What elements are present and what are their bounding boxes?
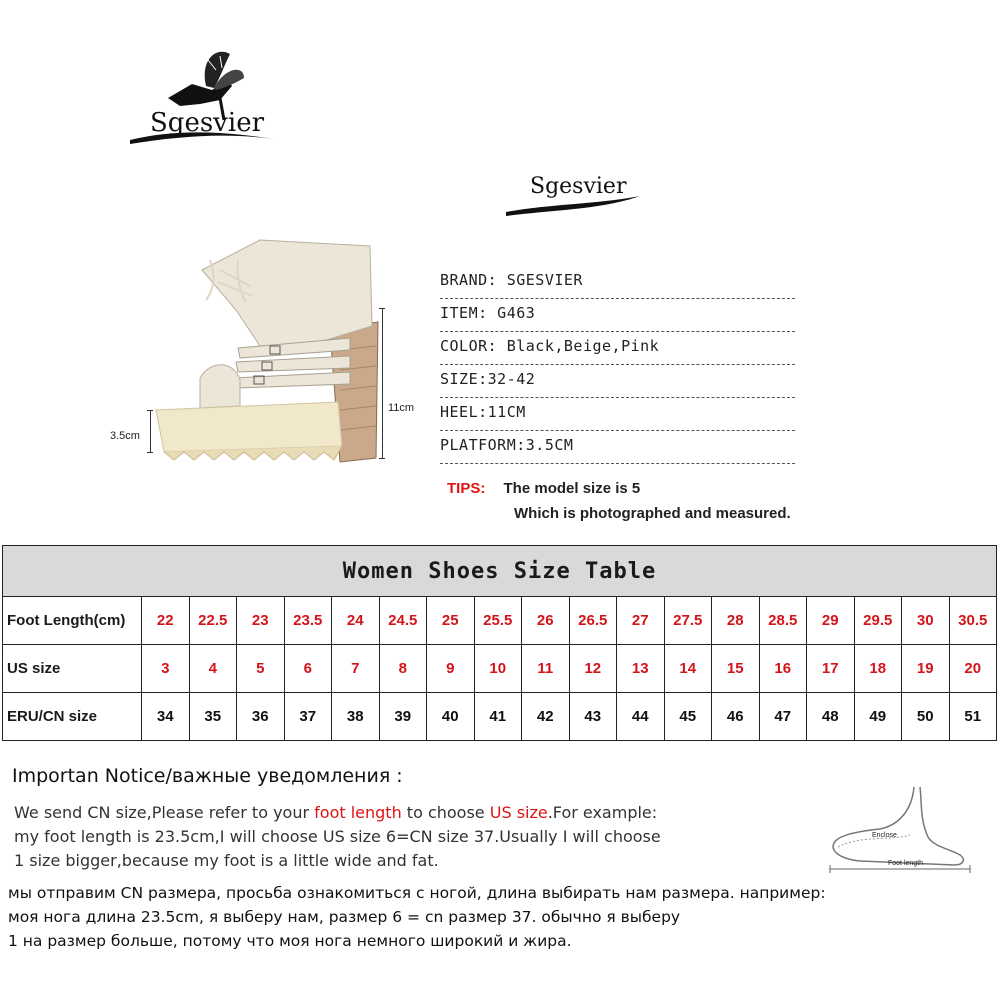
table-cell: 27 <box>617 597 665 645</box>
table-cell: 11 <box>522 645 570 693</box>
foot-length-label: Foot length <box>888 860 924 867</box>
notice-foot-length-highlight: foot length <box>314 803 402 822</box>
table-cell: 27.5 <box>664 597 712 645</box>
foot-outline-icon <box>820 785 990 880</box>
brand-logo-mid <box>500 170 650 230</box>
table-cell: 14 <box>664 645 712 693</box>
tips-text-1: The model size is 5 <box>503 480 641 497</box>
table-cell: 22.5 <box>189 597 237 645</box>
tips-line <box>447 480 640 497</box>
notice-ru-line-1: мы отправим CN размера, просьба ознакомиться с ногой, длина выбирать нам размера. например: <box>8 884 826 902</box>
table-cell: 3 <box>142 645 190 693</box>
table-cell: 25.5 <box>474 597 522 645</box>
table-cell: 30 <box>902 597 950 645</box>
foot-enclose-label: Enclose <box>872 832 897 839</box>
table-cell: 45 <box>664 693 712 741</box>
foot-measure-diagram <box>820 785 990 880</box>
notice-en-line-1-a: We send CN size,Please refer to your <box>14 803 315 822</box>
table-cell: 36 <box>237 693 285 741</box>
platform-dimension-label: 3.5cm <box>110 430 140 442</box>
table-cell: 48 <box>807 693 855 741</box>
product-specs <box>440 266 795 464</box>
table-cell: 34 <box>142 693 190 741</box>
notice-en-line-1 <box>14 803 657 822</box>
spec-item: ITEM: G463 <box>440 299 795 332</box>
platform-dimension-tick-top <box>147 410 153 411</box>
table-cell: 24 <box>332 597 380 645</box>
shoe-illustration <box>150 230 390 470</box>
table-cell: 12 <box>569 645 617 693</box>
size-table-title: Women Shoes Size Table <box>3 546 997 597</box>
table-cell: 47 <box>759 693 807 741</box>
table-cell: 17 <box>807 645 855 693</box>
notice-en-line-1-b: to choose <box>401 803 490 822</box>
brand-logo-top <box>120 40 290 160</box>
spec-heel: HEEL:11CM <box>440 398 795 431</box>
swoosh-icon <box>500 170 650 230</box>
spec-brand: BRAND: SGESVIER <box>440 266 795 299</box>
table-cell: 46 <box>712 693 760 741</box>
notice-en-line-2: my foot length is 23.5cm,I will choose US size 6=CN size 37.Usually I will choose <box>14 827 661 846</box>
table-cell: 13 <box>617 645 665 693</box>
table-row-header: US size <box>3 645 142 693</box>
table-cell: 49 <box>854 693 902 741</box>
table-row-eu-cn-size <box>3 693 997 741</box>
table-cell: 6 <box>284 645 332 693</box>
table-cell: 38 <box>332 693 380 741</box>
table-cell: 35 <box>189 693 237 741</box>
notice-title: Importan Notice/важные уведомления : <box>12 765 403 787</box>
heel-dimension-tick-bottom <box>379 458 385 459</box>
table-cell: 23 <box>237 597 285 645</box>
table-row-header: ERU/CN size <box>3 693 142 741</box>
table-cell: 41 <box>474 693 522 741</box>
table-row-us-size <box>3 645 997 693</box>
heel-dimension-label: 11cm <box>388 402 415 414</box>
spec-platform: PLATFORM:3.5CM <box>440 431 795 464</box>
table-cell: 28 <box>712 597 760 645</box>
shoe-product-image <box>110 230 415 470</box>
butterfly-shoe-icon <box>120 40 290 160</box>
table-cell: 7 <box>332 645 380 693</box>
table-cell: 9 <box>427 645 475 693</box>
table-cell: 5 <box>237 645 285 693</box>
table-cell: 4 <box>189 645 237 693</box>
tips-text-2: Which is photographed and measured. <box>514 505 791 522</box>
table-row-header: Foot Length(cm) <box>3 597 142 645</box>
table-cell: 28.5 <box>759 597 807 645</box>
table-cell: 51 <box>949 693 997 741</box>
table-cell: 23.5 <box>284 597 332 645</box>
table-cell: 25 <box>427 597 475 645</box>
table-cell: 10 <box>474 645 522 693</box>
table-cell: 40 <box>427 693 475 741</box>
platform-dimension-line <box>150 410 151 452</box>
brand-name-mid: Sgesvier <box>530 174 627 199</box>
table-cell: 50 <box>902 693 950 741</box>
table-cell: 29.5 <box>854 597 902 645</box>
table-cell: 20 <box>949 645 997 693</box>
table-cell: 43 <box>569 693 617 741</box>
notice-en-line-3: 1 size bigger,because my foot is a little wide and fat. <box>14 851 439 870</box>
notice-ru-line-3: 1 на размер больше, потому что моя нога немного широкий и жира. <box>8 932 572 950</box>
table-cell: 22 <box>142 597 190 645</box>
table-cell: 30.5 <box>949 597 997 645</box>
table-cell: 42 <box>522 693 570 741</box>
tips-label: TIPS: <box>447 480 486 497</box>
spec-color: COLOR: Black,Beige,Pink <box>440 332 795 365</box>
notice-us-size-highlight: US size <box>489 803 548 822</box>
table-cell: 19 <box>902 645 950 693</box>
notice-ru-line-2: моя нога длина 23.5cm, я выберу нам, размер 6 = cn размер 37. обычно я выберу <box>8 908 681 926</box>
table-cell: 15 <box>712 645 760 693</box>
table-cell: 8 <box>379 645 427 693</box>
table-cell: 18 <box>854 645 902 693</box>
table-cell: 26 <box>522 597 570 645</box>
table-cell: 29 <box>807 597 855 645</box>
table-cell: 16 <box>759 645 807 693</box>
platform-dimension-tick-bottom <box>147 452 153 453</box>
table-cell: 37 <box>284 693 332 741</box>
heel-dimension-tick-top <box>379 308 385 309</box>
table-cell: 39 <box>379 693 427 741</box>
table-cell: 44 <box>617 693 665 741</box>
table-cell: 24.5 <box>379 597 427 645</box>
size-table <box>2 545 997 741</box>
heel-dimension-line <box>382 308 383 458</box>
brand-name-top: Sgesvier <box>150 108 265 138</box>
notice-en-line-1-c: .For example: <box>547 803 658 822</box>
spec-size: SIZE:32-42 <box>440 365 795 398</box>
table-cell: 26.5 <box>569 597 617 645</box>
table-row-foot-length <box>3 597 997 645</box>
